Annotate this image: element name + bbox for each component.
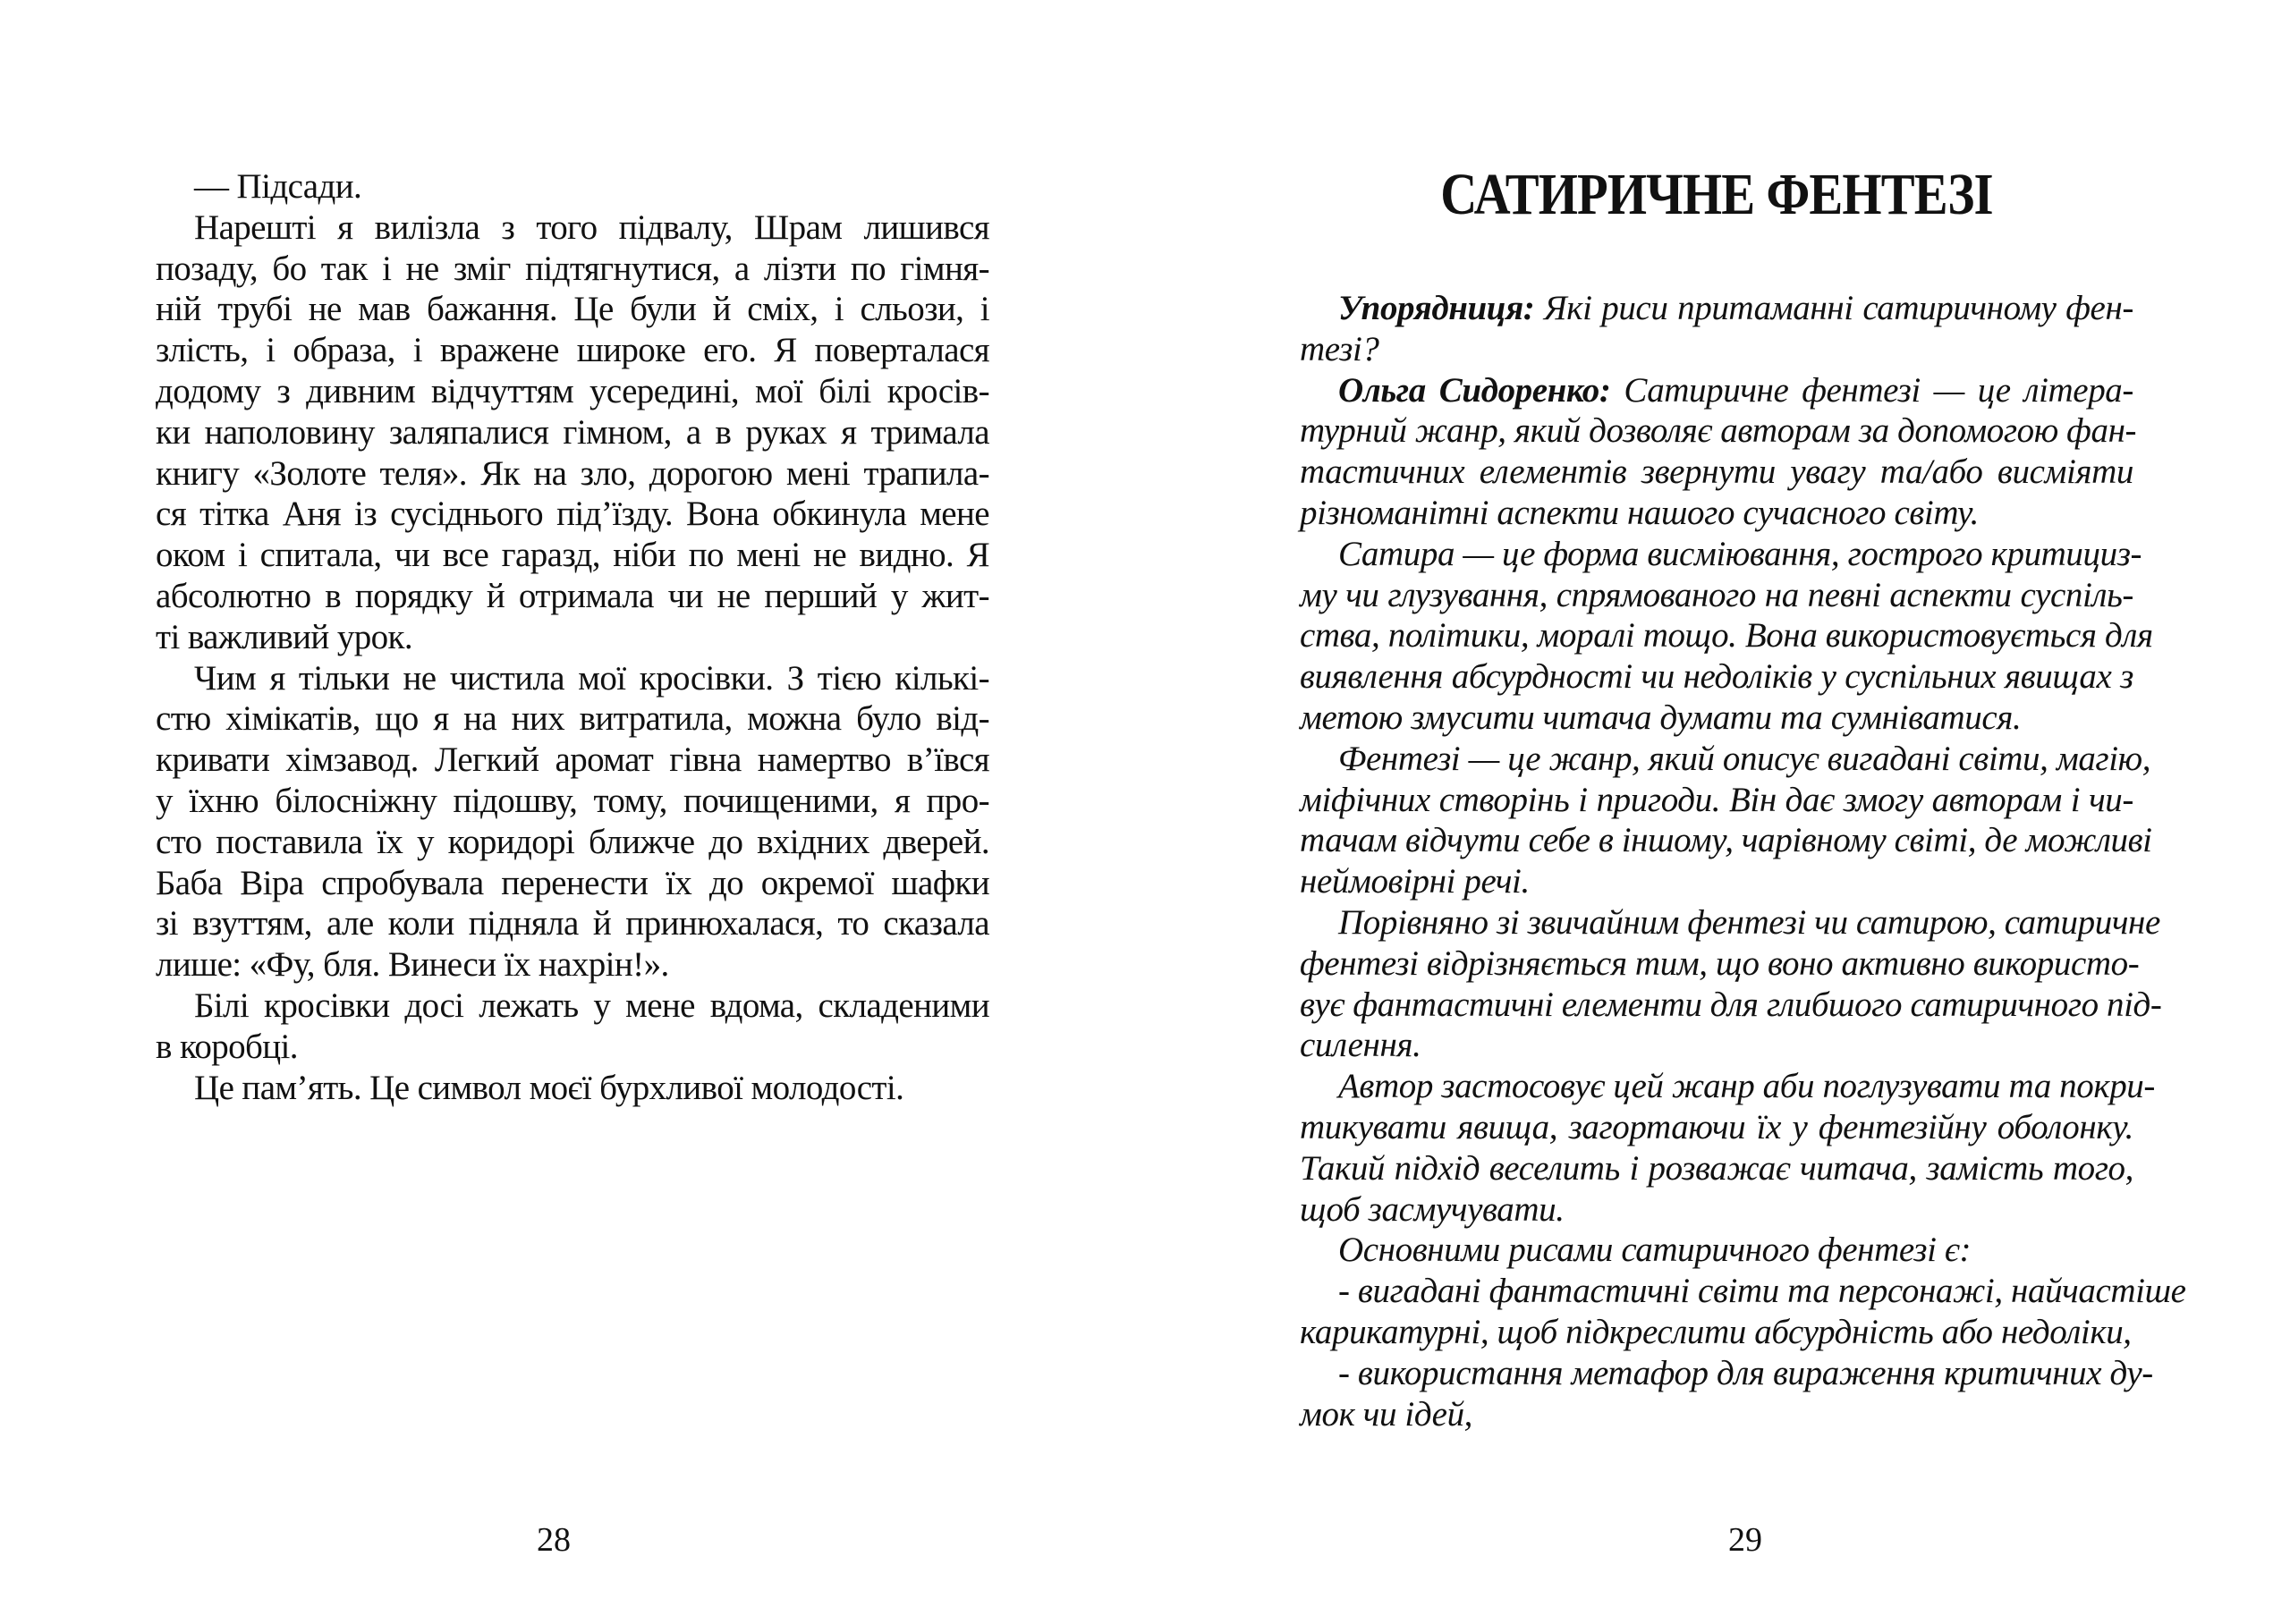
text-line: абсолютно в порядку й отримала чи не перший у жит- [156, 576, 989, 615]
text-line: Автор застосовує цей жанр аби поглузувати та покри- [1338, 1067, 2155, 1106]
text-line: тастичних елементів звернути увагу та/або висміяти [1300, 453, 2133, 492]
text-line: Білі кросівки досі лежать у мене вдома, складеними [194, 985, 989, 1025]
paragraph [1300, 902, 2162, 1066]
text-line: Чим я тільки не чистила мої кросівки. З тією кількі- [194, 658, 989, 698]
text-line: силення. [1300, 1026, 1421, 1065]
list-item [1300, 1271, 2186, 1353]
text-line: ті важливий урок. [156, 617, 413, 656]
text-line: - використання метафор для вираження критичних ду- [1338, 1353, 2153, 1392]
text-line: сто поставила їх у коридорі ближче до вхідних дверей. [156, 822, 989, 861]
text-line: неймовірні речі. [1300, 862, 1530, 901]
text-line: лише: «Фу, бля. Винеси їх нахрін!». [156, 945, 669, 985]
paragraph [1300, 739, 2152, 902]
text-line: тачам відчути себе в іншому, чарівному світі, де можливі [1300, 821, 2152, 860]
text-line: метою змусити читача думати та сумніватися. [1300, 698, 2022, 737]
paragraph [1300, 534, 2153, 739]
interview-question [1300, 288, 2133, 370]
text-line: ки наполовину заляпалися гімном, а в руках я тримала [156, 412, 989, 452]
text-line: ся тітка Аня із сусіднього під’їзду. Вона обкинула мене [156, 495, 989, 534]
text-line: мок чи ідей, [1300, 1394, 1473, 1434]
text-line: тезі? [1300, 329, 1379, 368]
paragraph [1300, 1230, 2133, 1271]
text-line: Сатиричне фентезі — це літера- [1610, 370, 2133, 410]
paragraph [156, 1068, 989, 1109]
text-line: му чи глузування, спрямованого на певні аспекти суспіль- [1300, 575, 2133, 614]
right-page-body [1300, 288, 2186, 1434]
text-line: різноманітні аспекти нашого сучасного світу. [1300, 493, 1979, 532]
chapter-title: САТИРИЧНЕ ФЕНТЕЗІ [1440, 162, 1993, 227]
speaker-label: Упорядниця: [1338, 289, 1535, 327]
text-line: стю хімікатів, що я на них витратила, можна було від- [156, 699, 989, 739]
text-line: турний жанр, який дозволяє авторам за допомогою фан- [1300, 411, 2137, 451]
text-line: тикувати явища, загортаючи їх у фентезійну оболонку. [1300, 1107, 2133, 1146]
speaker-label: Ольга Сидоренко: [1338, 370, 1611, 410]
text-line: карикатурні, щоб підкреслити абсурдність або недоліки, [1300, 1312, 2132, 1351]
paragraph [156, 207, 989, 658]
paragraph [156, 658, 989, 985]
text-line: книгу «Золоте теля». Як на зло, дорогою мені трапила- [156, 453, 989, 493]
text-line: Нарешті я вилізла з того підвалу, Шрам лишився [194, 207, 989, 247]
text-line: Фентезі — це жанр, який описує вигадані світи, магію, [1338, 739, 2151, 778]
paragraph [156, 166, 989, 207]
list-item [1300, 1353, 2153, 1435]
text-line: виявлення абсурдності чи недоліків у суспільних явищах з [1300, 657, 2133, 697]
left-page-body [156, 166, 989, 1108]
text-line: Сатира — це форма висміювання, гострого критициз- [1338, 534, 2142, 573]
text-line: злість, і образа, і вражене широке его. Я поверталася [156, 331, 989, 370]
right-page [1145, 0, 2290, 1624]
text-line: вує фантастичні елементи для глибшого сатиричного під- [1300, 985, 2162, 1024]
text-line: Які риси притаманні сатиричному фен- [1534, 289, 2133, 327]
text-line: зі взуттям, але коли підняла й принюхалася, то сказала [156, 904, 989, 943]
page-number: 28 [537, 1521, 571, 1559]
text-line: позаду, бо так і не зміг підтягнутися, а лізти по гімня- [156, 249, 989, 288]
text-line: ній трубі не мав бажання. Це були й сміх, і сльози, і [156, 290, 989, 329]
text-line: щоб засмучувати. [1300, 1189, 1565, 1229]
text-line: в коробці. [156, 1027, 298, 1066]
paragraph [156, 985, 989, 1068]
text-line: ства, політики, моралі тощо. Вона використовується для [1300, 616, 2153, 656]
text-line: Порівняно зі звичайним фентезі чи сатирою, сатиричне [1338, 902, 2160, 942]
text-line: фентезі відрізняється тим, що воно активно використо- [1300, 943, 2140, 983]
interview-answer [1300, 370, 2137, 534]
text-line: Такий підхід веселить і розважає читача, замість того, [1300, 1148, 2133, 1188]
page-number: 29 [1728, 1521, 1762, 1559]
text-line: - вигадані фантастичні світи та персонажі, найчастіше [1338, 1272, 2186, 1311]
text-line: Це пам’ять. Це символ моєї бурхливої молодості. [194, 1068, 904, 1107]
text-line: у їхню білосніжну підошву, тому, почищеними, я про- [156, 781, 989, 820]
text-line: Основними рисами сатиричного фентезі є: [1338, 1231, 1972, 1270]
paragraph [1300, 1066, 2155, 1230]
text-line: міфічних створінь і пригоди. Він дає змогу авторам і чи- [1300, 780, 2133, 819]
text-line: оком і спитала, чи все гаразд, ніби по мені не видно. Я [156, 536, 989, 575]
text-line: Баба Віра спробувала перенести їх до окремої шафки [156, 863, 989, 902]
text-line: додому з дивним відчуттям усередині, мої білі кросів- [156, 371, 989, 410]
text-line: кривати хімзавод. Легкий аромат гівна намертво в’ївся [156, 740, 989, 780]
text-line: — Підсади. [194, 167, 362, 206]
